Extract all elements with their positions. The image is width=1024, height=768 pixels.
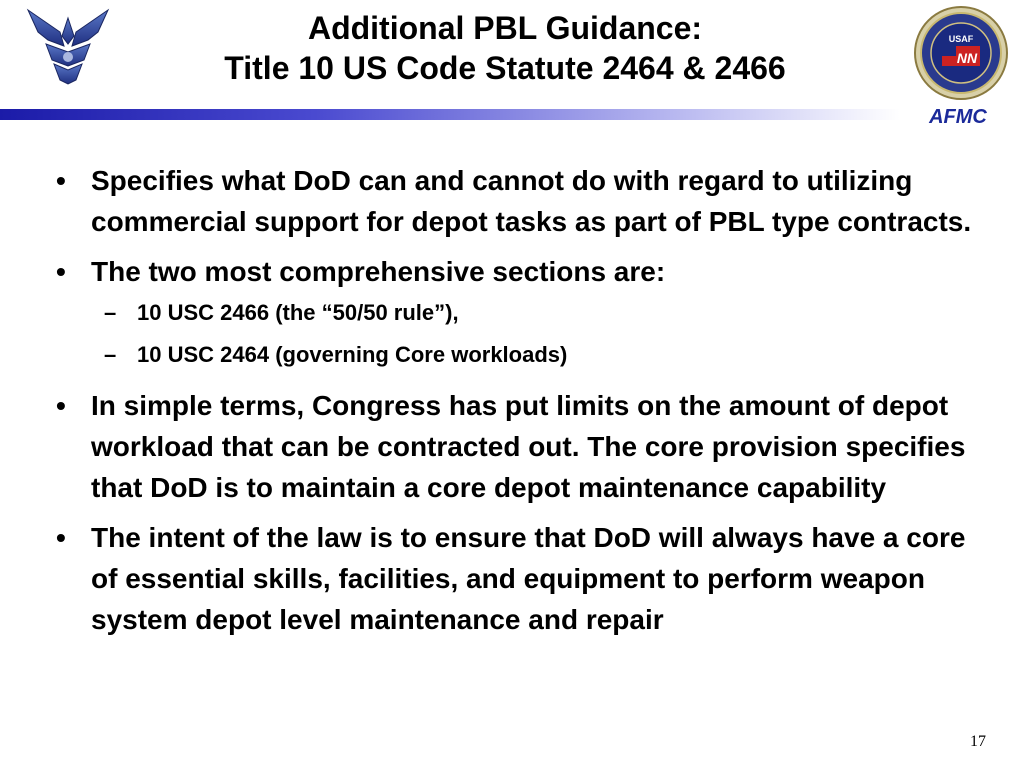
seal-flag-text: NN xyxy=(956,50,978,66)
usaf-symbol-icon xyxy=(8,2,128,90)
page-number: 17 xyxy=(970,733,986,750)
bullet-mark: • xyxy=(56,256,66,287)
sub-bullet-text: 10 USC 2464 (governing Core workloads) xyxy=(137,342,568,367)
sub-bullet-item xyxy=(0,334,1024,376)
bullet-item xyxy=(0,385,1024,508)
bullet-text: The two most comprehensive sections are: xyxy=(91,256,666,287)
seal-usaf-text: USAF xyxy=(948,34,974,44)
afmc-logo-text: AFMC xyxy=(929,106,987,128)
sub-bullet-mark: – xyxy=(104,342,117,367)
bullet-item xyxy=(0,160,1024,242)
sub-bullet-mark: – xyxy=(104,300,117,325)
header-gradient-band xyxy=(0,109,900,120)
slide-body xyxy=(0,160,1024,640)
sub-bullet-item xyxy=(0,292,1024,334)
afmc-logo xyxy=(904,104,1012,128)
bullet-text: In simple terms, Congress has put limits on the amount of depot workload that can be contracted out. The core provision specifies that DoD is to maintain a core depot maintenance capability xyxy=(91,390,966,503)
bullet-text: Specifies what DoD can and cannot do with regard to utilizing commercial support for depot tasks as part of PBL type contracts. xyxy=(91,165,972,237)
bullet-mark: • xyxy=(56,390,66,421)
bullet-item xyxy=(0,517,1024,640)
title-line-1: Additional PBL Guidance: xyxy=(307,10,703,46)
bullet-item xyxy=(0,251,1024,292)
bullet-mark: • xyxy=(56,522,66,553)
usaf-seal-icon xyxy=(912,4,1010,102)
title-line-2: Title 10 US Code Statute 2464 & 2466 xyxy=(224,50,786,86)
bullet-mark: • xyxy=(56,165,66,196)
slide-title xyxy=(130,8,880,88)
sub-bullet-text: 10 USC 2466 (the “50/50 rule”), xyxy=(137,300,459,325)
bullet-text: The intent of the law is to ensure that DoD will always have a core of essential skills, facilities, and equipment to perform weapon system depot level maintenance and repair xyxy=(91,522,966,635)
